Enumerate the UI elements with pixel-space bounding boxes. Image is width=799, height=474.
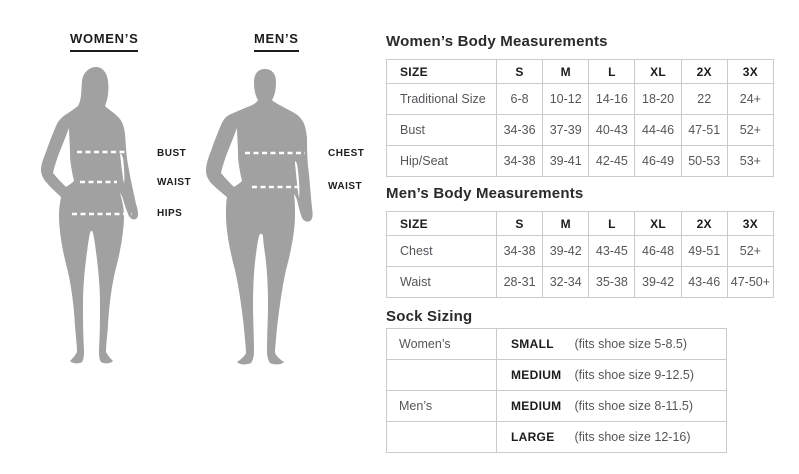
sock-group-label — [387, 422, 497, 453]
table-cell: 52+ — [727, 115, 773, 146]
table-cell: 39-42 — [543, 236, 589, 267]
table-cell — [497, 360, 727, 391]
table-cell: 53+ — [727, 146, 773, 177]
sock-fits-text: (fits shoe size 9-12.5) — [574, 368, 694, 382]
table-cell: 24+ — [727, 84, 773, 115]
mens-waist-label: WAIST — [328, 181, 363, 192]
table-row — [387, 84, 774, 115]
table-cell: 49-51 — [681, 236, 727, 267]
table-cell: 37-39 — [543, 115, 589, 146]
mens-measurements-heading: Men’s Body Measurements — [386, 185, 584, 202]
womens-silhouette-icon — [38, 66, 152, 366]
column-header: 2X — [681, 60, 727, 84]
sock-fits-text: (fits shoe size 12-16) — [574, 430, 691, 444]
table-cell: 39-41 — [543, 146, 589, 177]
sock-sizing-heading: Sock Sizing — [386, 308, 473, 325]
table-cell: 34-38 — [497, 146, 543, 177]
row-label: Bust — [387, 115, 497, 146]
table-row — [387, 146, 774, 177]
hips-label: HIPS — [157, 208, 183, 219]
row-label: Waist — [387, 267, 497, 298]
column-header: XL — [635, 60, 681, 84]
table-cell: 46-48 — [635, 236, 681, 267]
bust-label: BUST — [157, 148, 187, 159]
table-row — [387, 360, 727, 391]
size-column-header: SIZE — [387, 60, 497, 84]
table-cell: 46-49 — [635, 146, 681, 177]
column-header: XL — [635, 212, 681, 236]
table-row — [387, 422, 727, 453]
sock-sizing-table — [386, 328, 727, 453]
sock-group-label: Men’s — [387, 391, 497, 422]
column-header: 2X — [681, 212, 727, 236]
column-header: 3X — [727, 212, 773, 236]
table-cell: 39-42 — [635, 267, 681, 298]
table-cell: 22 — [681, 84, 727, 115]
womens-waist-label: WAIST — [157, 177, 192, 188]
table-cell — [497, 329, 727, 360]
table-cell: 42-45 — [589, 146, 635, 177]
table-cell: 6-8 — [497, 84, 543, 115]
chest-label: CHEST — [328, 148, 365, 159]
table-cell — [497, 422, 727, 453]
sock-group-label — [387, 360, 497, 391]
column-header: L — [589, 212, 635, 236]
sock-fits-text: (fits shoe size 8-11.5) — [574, 399, 694, 413]
table-cell: 14-16 — [589, 84, 635, 115]
table-row — [387, 391, 727, 422]
table-cell: 10-12 — [543, 84, 589, 115]
table-cell: 34-38 — [497, 236, 543, 267]
table-cell: 35-38 — [589, 267, 635, 298]
column-header: M — [543, 212, 589, 236]
table-cell: 43-45 — [589, 236, 635, 267]
table-cell: 50-53 — [681, 146, 727, 177]
sock-group-label: Women’s — [387, 329, 497, 360]
mens-figure-title: MEN’S — [254, 31, 299, 52]
header-row — [387, 212, 774, 236]
sock-size-label: MEDIUM — [511, 399, 562, 413]
row-label: Traditional Size — [387, 84, 497, 115]
womens-figure-title: WOMEN’S — [70, 31, 138, 52]
table-cell: 34-36 — [497, 115, 543, 146]
column-header: S — [497, 60, 543, 84]
table-cell: 18-20 — [635, 84, 681, 115]
mens-silhouette-icon — [205, 68, 320, 366]
table-row — [387, 115, 774, 146]
sock-size-label: MEDIUM — [511, 368, 562, 382]
table-cell: 47-51 — [681, 115, 727, 146]
table-cell: 47-50+ — [727, 267, 773, 298]
sock-size-label: LARGE — [511, 430, 555, 444]
column-header: M — [543, 60, 589, 84]
column-header: S — [497, 212, 543, 236]
womens-measurements-table — [386, 59, 774, 177]
table-cell: 40-43 — [589, 115, 635, 146]
table-cell — [497, 391, 727, 422]
table-cell: 52+ — [727, 236, 773, 267]
table-cell: 32-34 — [543, 267, 589, 298]
womens-measurements-heading: Women’s Body Measurements — [386, 33, 608, 50]
table-row — [387, 236, 774, 267]
mens-measurements-table — [386, 211, 774, 298]
table-row — [387, 329, 727, 360]
table-cell: 43-46 — [681, 267, 727, 298]
sock-fits-text: (fits shoe size 5-8.5) — [574, 337, 688, 351]
table-row — [387, 267, 774, 298]
row-label: Chest — [387, 236, 497, 267]
size-column-header: SIZE — [387, 212, 497, 236]
table-cell: 44-46 — [635, 115, 681, 146]
column-header: 3X — [727, 60, 773, 84]
header-row — [387, 60, 774, 84]
row-label: Hip/Seat — [387, 146, 497, 177]
column-header: L — [589, 60, 635, 84]
table-cell: 28-31 — [497, 267, 543, 298]
sock-size-label: SMALL — [511, 337, 554, 351]
